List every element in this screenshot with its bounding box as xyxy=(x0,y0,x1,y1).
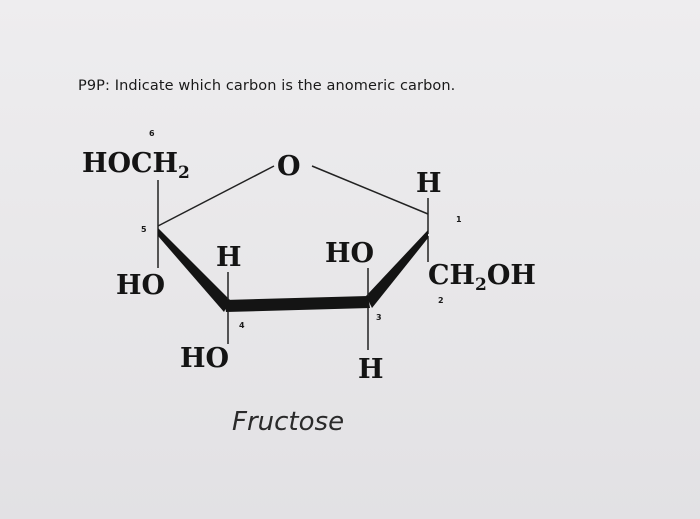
wedge-c3-c2 xyxy=(366,230,428,308)
c3-h-label: H xyxy=(358,354,384,385)
carbon-number-4: 4 xyxy=(239,321,245,330)
bond-o-c2 xyxy=(312,166,428,214)
c2-group-label: $CH_2OH$ xyxy=(428,260,536,295)
carbon-number-6: 6 xyxy=(149,129,155,138)
carbon-number-2: 2 xyxy=(438,296,444,305)
carbon-number-1: 1 xyxy=(456,215,462,224)
c3-ho-label: HO xyxy=(325,238,375,269)
c4-ho-label: HO xyxy=(180,343,230,374)
c2-top-h-label: H xyxy=(416,168,442,199)
c4-h-label: H xyxy=(216,242,242,273)
bond-c4-c3 xyxy=(224,296,370,312)
carbon-number-5: 5 xyxy=(141,225,147,234)
molecule-caption: Fructose xyxy=(232,407,345,437)
carbon-number-3: 3 xyxy=(376,313,382,322)
ring-oxygen-label: O xyxy=(277,151,301,182)
c6-group-label: $HOCH_2$ xyxy=(82,148,190,183)
c5-ho-label: HO xyxy=(116,270,166,301)
question-text: P9P: Indicate which carbon is the anomeric carbon. xyxy=(78,78,456,94)
